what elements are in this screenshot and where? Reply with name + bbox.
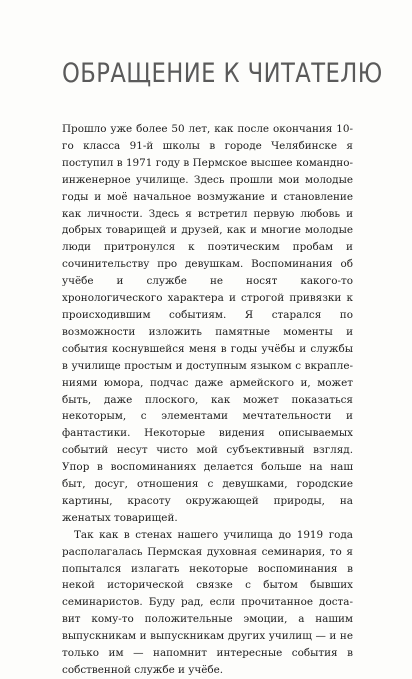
- paragraph-1: Прошло уже более 50 лет, как после окончания 10-го класса 91-й школы в городе Челябинске я поступил в 1971 году в Пермское высшее командно-инженерное училище. Здесь прошли мои молодые годы и моё начальное возмужание и становление как личности. Здесь я встретил первую любовь и добрых товарищей и друзей, как и многие молодые люди притронулся к поэтическим пробам и сочинительству про девушкам. Воспоминания об учёбе и службе не носят какого-то хронологического характера и строгой привязки к происходившим событиям. Я старался по возможности изложить памятные моменты и события коснувшейся меня в годы учёбы и службы в училище простым и доступным языком с вкраплениями юмора, подчас даже армейского и, может быть, даже плоского, как может показаться некоторым, с элементами мечтательности и фантастики. Некоторые видения описываемых событий несут чисто мой субъективный взгляд. Упор в воспоминаниях делается больше на наш быт, досуг, отношения с девушками, городские картины, красоту окружающей природы, на женатых товарищей.: [62, 123, 353, 524]
- body-text: [62, 121, 353, 679]
- page-title: ОБРАЩЕНИЕ К ЧИТАТЕЛЮ: [62, 58, 383, 89]
- paragraph-2: Так как в стенах нашего училища до 1919 года располагалась Пермская духовная семинария, то я попытался излагать некоторые воспоминания в некой исторической связке с бытом бывших семинаристов. Буду рад, если прочитанное доставит кому-то положительные эмоции, а нашим выпускникам и выпускникам других училищ — и не только им — напомнит интересные события в собственной службе и учёбе.: [62, 528, 353, 676]
